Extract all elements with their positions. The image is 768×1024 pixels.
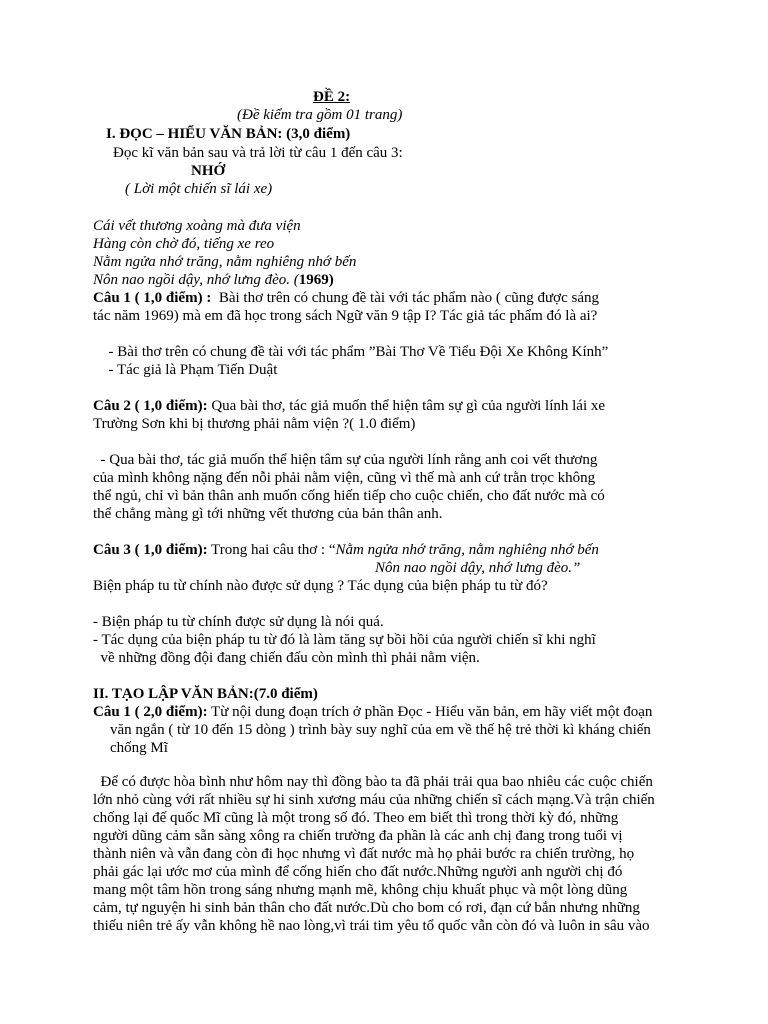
- answer-3-line: - Biện pháp tu từ chính được sử dụng là nói quá.: [93, 614, 384, 630]
- question-2-text: Qua bài thơ, tác giả muốn thể hiện tâm sự gì của người lính lái xe: [207, 398, 606, 414]
- answer-2-line: thể chẳng màng gì tới những vết thương của bản thân anh.: [93, 506, 443, 522]
- poem-year: 1969): [298, 272, 334, 288]
- essay-line: chống lại đế quốc Mĩ cũng là một trong số đó. Theo em biết thì trong thời kỳ đó, những: [93, 810, 619, 826]
- question-2-text-cont: Trường Sơn khi bị thương phải nằm viện ?( 1.0 điểm): [93, 416, 416, 432]
- part2-question-1-text: Từ nội dung đoạn trích ở phần Đọc - Hiểu văn bản, em hãy viết một đoạn: [207, 704, 653, 720]
- part2-question-1-label: Câu 1 ( 2,0 điểm):: [93, 704, 208, 720]
- question-3-quote: Nằm ngửa nhớ trăng, nằm nghiêng nhớ bến: [335, 542, 599, 558]
- question-3: [93, 541, 599, 559]
- question-3-text: Trong hai câu thơ : “: [207, 542, 336, 558]
- essay-line: thành niên và vẫn đang còn đi học nhưng vì đất nước mà họ phải bước ra chiến trường, họ: [93, 846, 635, 862]
- essay-line: phải gác lại ước mơ của mình để cống hiến cho đất nước.Những người anh người chị đó: [93, 864, 623, 880]
- essay-line: cảm, tự nguyện hi sinh bản thân cho đất nước.Dù cho bom có rơi, đạn cứ bắn nhưng những: [93, 900, 640, 916]
- essay-line: Để có được hòa bình như hôm nay thì đồng bào ta đã phải trải qua bao nhiêu các cuộc chiến: [93, 774, 653, 790]
- poem-subtitle: ( Lời một chiến sĩ lái xe): [125, 181, 273, 197]
- answer-1-line: - Bài thơ trên có chung đề tài với tác phẩm ”Bài Thơ Về Tiểu Đội Xe Không Kính”: [101, 344, 609, 360]
- question-2-label: Câu 2 ( 1,0 điểm):: [93, 398, 208, 414]
- exam-title: ĐỀ 2:: [313, 89, 351, 105]
- essay-line: người dũng cảm sẵn sàng xông ra chiến trường đa phần là các anh chị đang trong tuổi vị: [93, 828, 623, 844]
- answer-2-line: - Qua bài thơ, tác giả muốn thể hiện tâm sự của người lính rằng anh coi vết thương: [93, 452, 598, 468]
- question-3-label: Câu 3 ( 1,0 điểm):: [93, 542, 208, 558]
- poem-line: Cái vết thương xoàng mà đưa viện: [93, 218, 301, 234]
- question-2: [93, 397, 605, 415]
- answer-2-line: của mình không nặng đến nỗi phải nằm viện, cũng vì thế mà anh cứ trằn trọc không: [93, 470, 596, 486]
- poem-line: [93, 271, 334, 289]
- poem-line: Hàng còn chờ đó, tiếng xe reo: [93, 236, 275, 252]
- answer-2-line: thể ngủ, chỉ vì bản thân anh muốn cống hiến tiếp cho cuộc chiến, cho đất nước mà có: [93, 488, 605, 504]
- part2-question-1-text-cont: văn ngắn ( từ 10 đến 15 dòng ) trình bày suy nghĩ của em về thế hệ trẻ thời kì kháng chiến: [110, 722, 651, 738]
- question-1: [93, 289, 599, 307]
- essay-line: thiếu niên trẻ ấy vẫn không hề nao lòng,vì trái tim yêu tổ quốc vẫn còn đó và luôn in sâu vào: [93, 918, 650, 934]
- part2-question-1: [93, 703, 652, 721]
- question-1-label: Câu 1 ( 1,0 điểm) :: [93, 290, 212, 306]
- part1-heading: I. ĐỌC – HIỂU VĂN BẢN: (3,0 điểm): [106, 126, 351, 142]
- part2-heading: II. TẠO LẬP VĂN BẢN:(7.0 điểm): [93, 686, 318, 702]
- essay-line: mang một tâm hồn trong sáng nhưng mạnh mẽ, không chịu khuất phục và một lòng dũng: [93, 882, 628, 898]
- answer-3-line: về những đồng đội đang chiến đấu còn mình thì phải nằm viện.: [93, 650, 480, 666]
- poem-line: Nằm ngửa nhớ trăng, nằm nghiêng nhớ bến: [93, 254, 357, 270]
- answer-3-line: - Tác dụng của biện pháp tu từ đó là làm tăng sự bồi hồi của người chiến sĩ khi nghĩ: [93, 632, 596, 648]
- part1-instruction: Đọc kĩ văn bản sau và trả lời từ câu 1 đến câu 3:: [113, 145, 403, 161]
- answer-1-line: - Tác giả là Phạm Tiến Duật: [101, 362, 278, 378]
- question-1-text-cont: tác năm 1969) mà em đã học trong sách Ngữ văn 9 tập I? Tác giả tác phẩm đó là ai?: [93, 308, 598, 324]
- poem-line-text: Nôn nao ngồi dậy, nhớ lưng đèo. (: [93, 272, 299, 288]
- question-3-text-cont: Biện pháp tu từ chính nào được sử dụng ? Tác dụng của biện pháp tu từ đó?: [93, 578, 548, 594]
- exam-note: (Đề kiểm tra gồm 01 trang): [237, 107, 403, 123]
- question-1-text: Bài thơ trên có chung đề tài với tác phẩm nào ( cũng được sáng: [211, 290, 599, 306]
- question-3-quote-cont: Nôn nao ngồi dậy, nhớ lưng đèo.”: [375, 560, 581, 576]
- essay-line: lớn nhỏ cùng với rất nhiều sự hi sinh xương máu của những chiến sĩ cách mạng.Và trận chiến: [93, 792, 655, 808]
- poem-title: NHỚ: [191, 163, 226, 179]
- part2-question-1-text-cont: chống Mĩ: [110, 740, 168, 756]
